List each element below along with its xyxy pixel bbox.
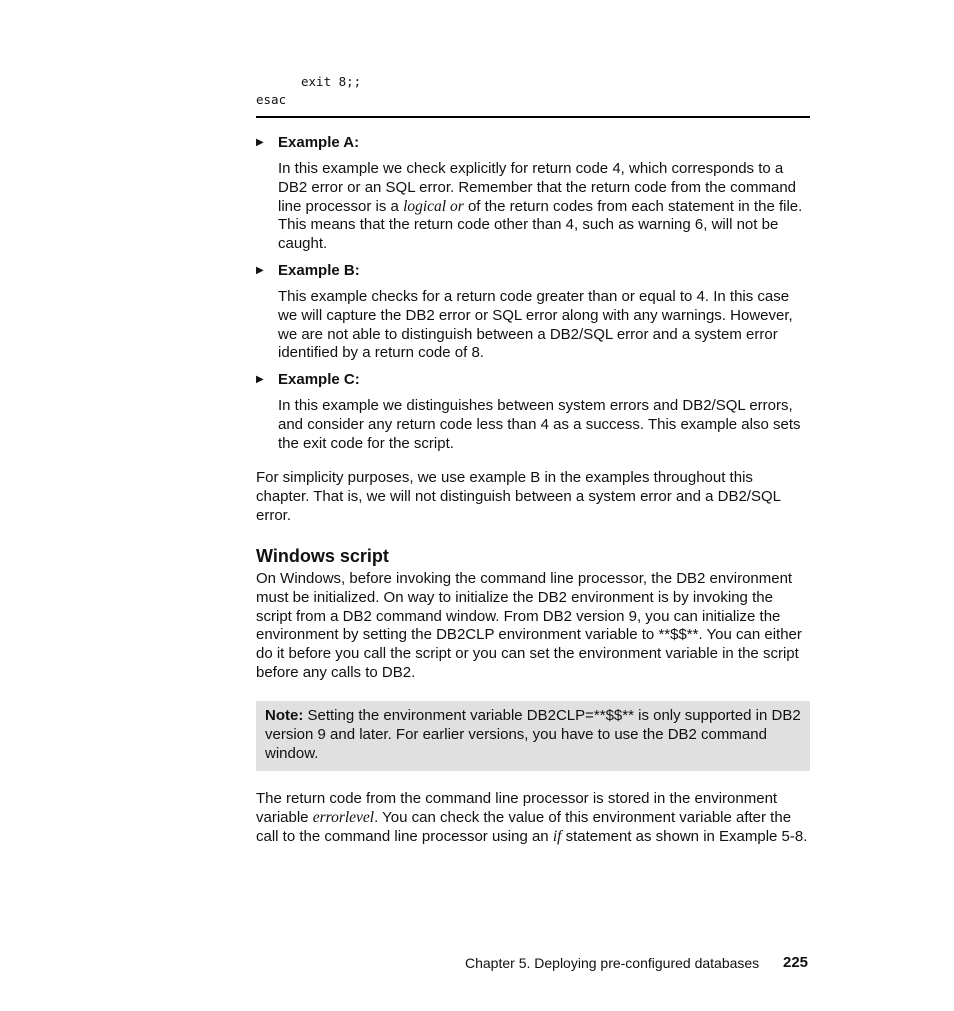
- code-block-rule: [256, 116, 810, 118]
- example-b-heading: Example B:: [278, 262, 360, 279]
- simplicity-paragraph: For simplicity purposes, we use example B in the examples throughout this chapter. That is, we will not distinguish between a system error and a DB2/SQL error.: [256, 469, 781, 524]
- windows-script-heading: Windows script: [256, 546, 389, 566]
- windows-paragraph: On Windows, before invoking the command line processor, the DB2 environment must be initialized. On way to initialize the DB2 environment is by invoking the script from a DB2 command window. From DB2 version 9, you can initialize the environment by setting the DB2CLP environment variable to **$$**. You can either do it before you call the script or you can set the environment variable in the script before any calls to DB2.: [256, 570, 802, 681]
- note-box: [256, 701, 810, 771]
- code-line-esac: esac: [256, 92, 287, 107]
- bullet-triangle-icon: ▶: [256, 137, 264, 148]
- example-c-heading: Example C:: [278, 371, 360, 388]
- return-code-paragraph: The return code from the command line processor is stored in the environment variable errorlevel. You can check the value of this environment variable after the call to the command line processor using an if statement as shown in Example 5-8.: [256, 790, 808, 845]
- example-b-text: This example checks for a return code greater than or equal to 4. In this case we will capture the DB2 error or SQL error along with any warnings. However, we are not able to distinguish between a DB2/SQL error and a system error identified by a return code of 8.: [278, 288, 793, 362]
- example-a-text: In this example we check explicitly for return code 4, which corresponds to a DB2 error or an SQL error. Remember that the return code from the command line processor is a logical or of the return codes from each statement in the file. This means that the return code other than 4, such as warning 6, will not be caught.: [278, 160, 803, 252]
- bullet-triangle-icon: ▶: [256, 265, 264, 276]
- bullet-triangle-icon: ▶: [256, 374, 264, 385]
- example-a-heading: Example A:: [278, 134, 360, 151]
- page-number: 225: [783, 954, 809, 971]
- note-text: Note: Setting the environment variable DB2CLP=**$$** is only supported in DB2 version 9 and later. For earlier versions, you have to use the DB2 command window.: [265, 707, 801, 762]
- footer-chapter-title: Chapter 5. Deploying pre-configured databases: [465, 955, 760, 971]
- example-c-text: In this example we distinguishes between system errors and DB2/SQL errors, and consider any return code less than 4 as a success. This example also sets the exit code for the script.: [278, 397, 801, 452]
- code-line-exit: exit 8;;: [301, 74, 362, 89]
